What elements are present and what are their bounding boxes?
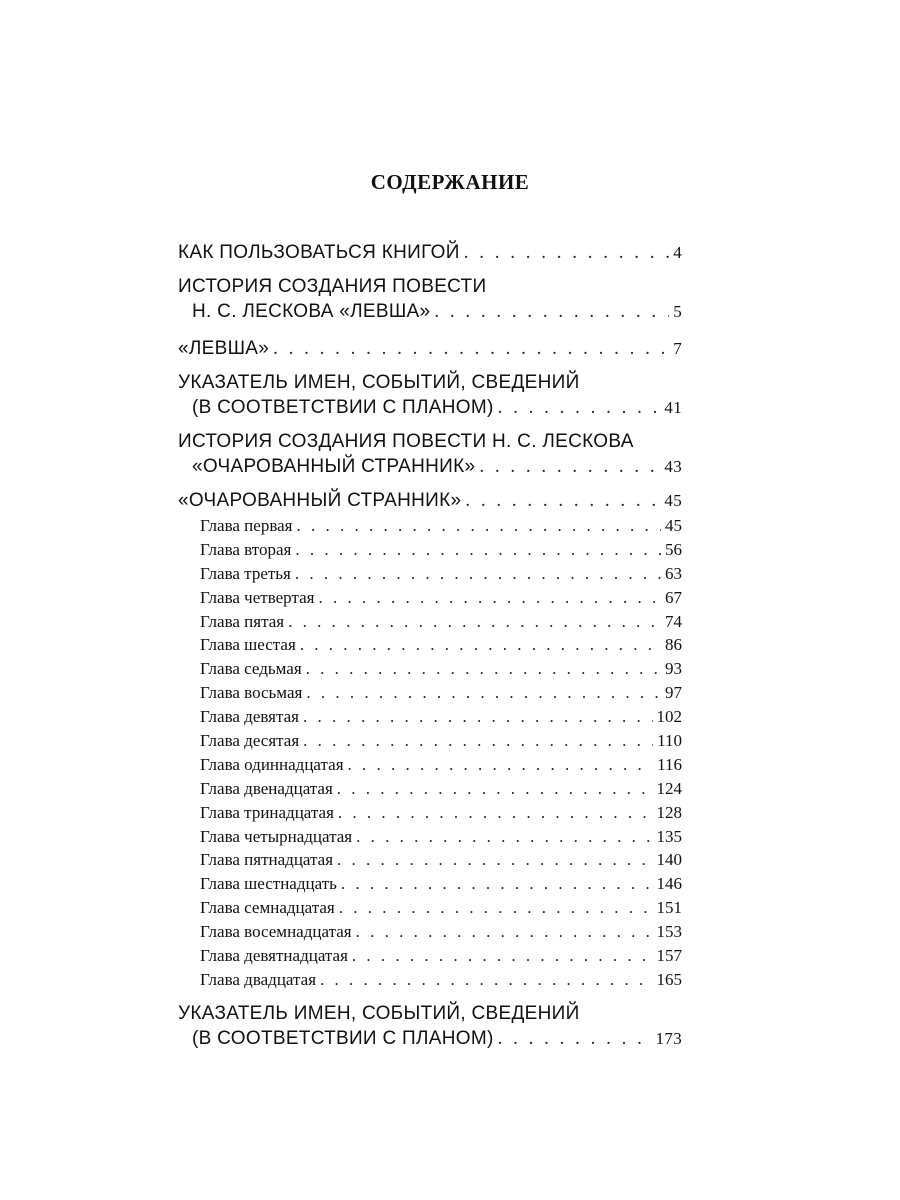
leader-dots — [356, 827, 652, 847]
leader-dots — [479, 456, 660, 478]
leader-dots — [303, 731, 653, 751]
chapter-label: Глава двадцатая — [200, 970, 317, 989]
toc-entry-label-cont: Н. С. ЛЕСКОВА «ЛЕВША» — [192, 301, 431, 322]
leader-dots — [320, 970, 652, 990]
chapter-label: Глава седьмая — [200, 659, 302, 678]
toc-entry-label: УКАЗАТЕЛЬ ИМЕН, СОБЫТИЙ, СВЕДЕНИЙ — [178, 372, 580, 393]
chapter-entry[interactable] — [200, 612, 682, 632]
toc-entry[interactable] — [178, 338, 682, 360]
chapter-page-number: 74 — [665, 612, 682, 631]
chapter-label: Глава третья — [200, 564, 291, 583]
chapter-label: Глава вторая — [200, 540, 292, 559]
chapter-label: Глава двенадцатая — [200, 779, 333, 798]
toc-entry-line2[interactable] — [192, 301, 682, 323]
leader-dots — [348, 755, 654, 775]
chapter-entry[interactable] — [200, 635, 682, 655]
chapter-entry[interactable] — [200, 922, 682, 942]
leader-dots — [288, 612, 661, 632]
toc-page-number: 4 — [673, 243, 682, 262]
toc-entry-line1[interactable] — [178, 431, 682, 453]
leader-dots — [341, 874, 653, 894]
toc-entry[interactable] — [178, 490, 682, 512]
chapter-label: Глава восьмая — [200, 683, 303, 702]
toc-entry-label: ИСТОРИЯ СОЗДАНИЯ ПОВЕСТИ Н. С. ЛЕСКОВА — [178, 431, 634, 452]
chapter-page-number: 93 — [665, 659, 682, 678]
toc-entry-line2[interactable] — [192, 397, 682, 419]
chapter-entry[interactable] — [200, 659, 682, 679]
leader-dots — [498, 1028, 652, 1050]
chapter-page-number: 45 — [665, 516, 682, 535]
leader-dots — [337, 779, 653, 799]
chapter-entry[interactable] — [200, 516, 682, 536]
chapter-label: Глава шестая — [200, 635, 296, 654]
chapter-page-number: 56 — [665, 540, 682, 559]
chapter-entry[interactable] — [200, 827, 682, 847]
leader-dots — [295, 540, 661, 560]
toc-entry-label: ИСТОРИЯ СОЗДАНИЯ ПОВЕСТИ — [178, 276, 487, 297]
chapter-entry[interactable] — [200, 850, 682, 870]
chapter-entry[interactable] — [200, 946, 682, 966]
leader-dots — [303, 707, 653, 727]
toc-entry-label-cont: «ОЧАРОВАННЫЙ СТРАННИК» — [192, 456, 476, 477]
toc-entry-label: «ОЧАРОВАННЫЙ СТРАННИК» — [178, 490, 462, 511]
chapter-page-number: 97 — [665, 683, 682, 702]
toc-page-number: 173 — [655, 1029, 682, 1048]
chapter-page-number: 63 — [665, 564, 682, 583]
leader-dots — [434, 301, 669, 323]
leader-dots — [498, 397, 661, 419]
chapter-entry[interactable] — [200, 588, 682, 608]
chapter-label: Глава пятнадцатая — [200, 850, 334, 869]
toc-entry[interactable] — [178, 242, 682, 264]
chapter-entry[interactable] — [200, 803, 682, 823]
leader-dots — [337, 850, 652, 870]
chapter-label: Глава семнадцатая — [200, 898, 335, 917]
chapter-label: Глава одиннадцатая — [200, 755, 344, 774]
leader-dots — [465, 490, 660, 512]
chapter-page-number: 153 — [656, 922, 682, 941]
toc-page-number: 41 — [664, 398, 682, 417]
leader-dots — [306, 659, 661, 679]
chapter-entry[interactable] — [200, 970, 682, 990]
toc-page-number: 43 — [664, 457, 682, 476]
chapter-page-number: 116 — [657, 755, 682, 774]
chapter-entry[interactable] — [200, 564, 682, 584]
leader-dots — [318, 588, 661, 608]
chapter-entry[interactable] — [200, 683, 682, 703]
toc-entry-line2[interactable] — [192, 1028, 682, 1050]
chapter-page-number: 157 — [656, 946, 682, 965]
leader-dots — [297, 516, 662, 536]
chapter-entry[interactable] — [200, 779, 682, 799]
chapter-page-number: 151 — [656, 898, 682, 917]
chapter-label: Глава десятая — [200, 731, 300, 750]
chapter-page-number: 102 — [656, 707, 682, 726]
chapter-page-number: 146 — [656, 874, 682, 893]
chapter-label: Глава шестнадцать — [200, 874, 337, 893]
chapter-page-number: 165 — [656, 970, 682, 989]
toc-page-number: 5 — [673, 302, 682, 321]
toc-entry-label-cont: (В СООТВЕТСТВИИ С ПЛАНОМ) — [192, 1028, 494, 1049]
chapter-label: Глава четвертая — [200, 588, 315, 607]
chapter-label: Глава восемнадцатая — [200, 922, 352, 941]
leader-dots — [339, 898, 653, 918]
leader-dots — [273, 338, 669, 360]
chapter-page-number: 128 — [656, 803, 682, 822]
chapter-entry[interactable] — [200, 731, 682, 751]
chapter-label: Глава первая — [200, 516, 293, 535]
chapter-entry[interactable] — [200, 755, 682, 775]
chapter-entry[interactable] — [200, 707, 682, 727]
page-title: СОДЕРЖАНИЕ — [370, 170, 530, 194]
chapter-label: Глава девятая — [200, 707, 299, 726]
toc-entry-label: «ЛЕВША» — [178, 338, 270, 359]
leader-dots — [306, 683, 661, 703]
chapter-entry[interactable] — [200, 874, 682, 894]
chapter-entry[interactable] — [200, 898, 682, 918]
chapter-label: Глава четырнадцатая — [200, 827, 353, 846]
chapter-page-number: 110 — [657, 731, 682, 750]
leader-dots — [464, 242, 670, 264]
chapter-page-number: 67 — [665, 588, 682, 607]
chapter-label: Глава тринадцатая — [200, 803, 334, 822]
toc-page-number: 45 — [664, 491, 682, 510]
toc-entry-line1[interactable] — [178, 372, 682, 394]
toc-page-number: 7 — [673, 339, 682, 358]
leader-dots — [300, 635, 661, 655]
leader-dots — [295, 564, 661, 584]
toc-entry-label-cont: (В СООТВЕТСТВИИ С ПЛАНОМ) — [192, 397, 494, 418]
toc-entry-line1[interactable] — [178, 1003, 682, 1025]
chapter-label: Глава девятнадцатая — [200, 946, 348, 965]
chapter-entry[interactable] — [200, 540, 682, 560]
leader-dots — [356, 922, 653, 942]
chapter-label: Глава пятая — [200, 612, 285, 631]
leader-dots — [338, 803, 653, 823]
toc-entry-line2[interactable] — [192, 456, 682, 478]
toc-entry-label: УКАЗАТЕЛЬ ИМЕН, СОБЫТИЙ, СВЕДЕНИЙ — [178, 1003, 580, 1024]
leader-dots — [352, 946, 653, 966]
toc-entry-label: КАК ПОЛЬЗОВАТЬСЯ КНИГОЙ — [178, 242, 460, 263]
chapter-page-number: 124 — [656, 779, 682, 798]
toc-entry-line1[interactable] — [178, 276, 682, 298]
chapter-page-number: 140 — [656, 850, 682, 869]
chapter-page-number: 135 — [656, 827, 682, 846]
chapter-page-number: 86 — [665, 635, 682, 654]
